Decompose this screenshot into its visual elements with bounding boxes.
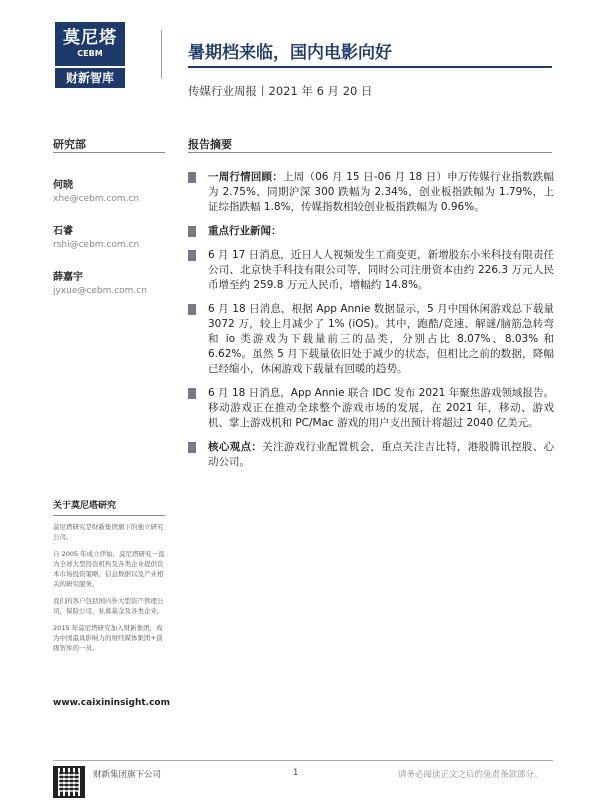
qr-code-icon [53,766,85,798]
analyst-email[interactable]: xhe@cebm.com.cn [53,194,140,204]
footer-company: 财新集团旗下公司 [93,770,162,780]
footer-rule [53,760,553,761]
sidebar-rule [53,152,165,153]
about-paragraph: 2015 年莫尼塔研究加入财新集团，成为中国最具影响力的财经媒体集团+顶级智库的一员。 [53,624,163,652]
analyst-name: 石睿 [53,226,73,237]
analyst-name: 薛嘉宇 [53,272,83,283]
analyst-card [53,222,139,250]
logo-en: CEBM [77,49,103,58]
bullet-marker-icon [188,388,196,399]
analyst-card [53,176,139,204]
about-paragraph: 自 2005 年成立伊始，莫尼塔研究一直为全球大型投资机构及各类企业提供资本市场投资策略，信息数据以及产业相关的研究服务。 [53,550,165,588]
about-paragraph: 莫尼塔研究是财新集团旗下的独立研究公司。 [53,523,164,541]
analyst-name: 何晓 [53,180,73,191]
bullet-text: 6 月 18 日消息，根据 App Annie 数据显示，5 月中国休闲游戏总下载量 3072 万，较上月减少了 1% (iOS)。其中，跑酷/竞速、解谜/脑筋急转弯和 io 类游戏为下载量前三的品类，分别占比 8.07%、8.03% 和 6.62%。虽然 5 月下载量依旧处于减少的状态，但相比之前的数据，降幅已经缩小，休闲游戏下载量有回暖的趋势。 [208,303,554,375]
about-paragraph: 我们的客户包括国内外大型资产管理公司，保险公司，私募基金及各类企业。 [53,597,164,615]
bullet-marker-icon [188,226,196,237]
bullet-industry-news [188,224,554,239]
bullet-text: 6 月 17 日消息，近日人人视频发生工商变更，新增股东小米科技有限责任公司、北京快手科技有限公司等，同时公司注册资本由约 226.3 万元人民币增至约 259.8 万元人民币，增幅约 14.8%。 [208,249,554,291]
bullet-weekly-review [188,170,554,215]
analyst-email[interactable]: rshi@cebm.com.cn [53,240,140,250]
bullet-marker-icon [188,172,196,183]
bullet-news-item [188,302,554,377]
bullet-lead: 重点行业新闻： [208,225,282,237]
analyst-card [53,268,147,296]
bullet-text: 6 月 18 日消息，App Annie 联合 IDC 发布 2021 年聚焦游戏领域报告。移动游戏正在推动全球整个游戏市场的发展，在 2021 年，移动、游戏机、掌上游戏机和 PC/Mac 游戏的用户支出预计将超过 2040 亿美元。 [208,387,554,429]
bullet-marker-icon [188,442,196,453]
bullet-news-item [188,386,554,431]
bullet-lead: 一周行情回顾： [208,171,283,183]
report-subtitle: 传媒行业周报丨2021 年 6 月 20 日 [188,84,373,98]
summary-body [188,170,554,479]
bullet-news-item [188,248,554,293]
bullet-marker-icon [188,250,196,261]
title-rule [188,66,552,68]
page-number: 1 [293,768,299,778]
summary-rule [188,152,552,153]
about-rule [53,515,165,516]
website-link[interactable]: www.caixininsight.com [53,698,170,708]
analyst-email[interactable]: jyxue@cebm.com.cn [53,286,147,296]
research-dept-heading: 研究部 [53,138,86,151]
footer-disclaimer: 请务必阅读正文之后的免责条款部分。 [398,770,543,780]
report-title: 暑期档来临，国内电影向好 [188,43,392,63]
summary-heading: 报告摘要 [188,138,232,151]
about-heading: 关于莫尼塔研究 [53,501,117,511]
bullet-core-view [188,440,554,470]
about-section [53,498,165,660]
bullet-text: 上周（06 月 15 日-06 月 18 日）申万传媒行业指数跌幅为 2.75%，同期沪深 300 跌幅为 2.34%，创业板指跌幅为 1.79%，上证综指跌幅 1.8%，传媒指数相较创业板指跌幅为 0.96%。 [208,171,555,213]
cebm-logo [55,22,125,88]
logo-sub: 财新智库 [55,66,125,88]
logo-cn: 莫尼塔 [63,28,117,48]
bullet-text: 关注游戏行业配置机会，重点关注吉比特，港股腾讯控股、心动公司。 [208,441,555,468]
bullet-marker-icon [188,304,196,315]
header-divider [161,30,162,78]
bullet-lead: 核心观点： [208,441,263,453]
